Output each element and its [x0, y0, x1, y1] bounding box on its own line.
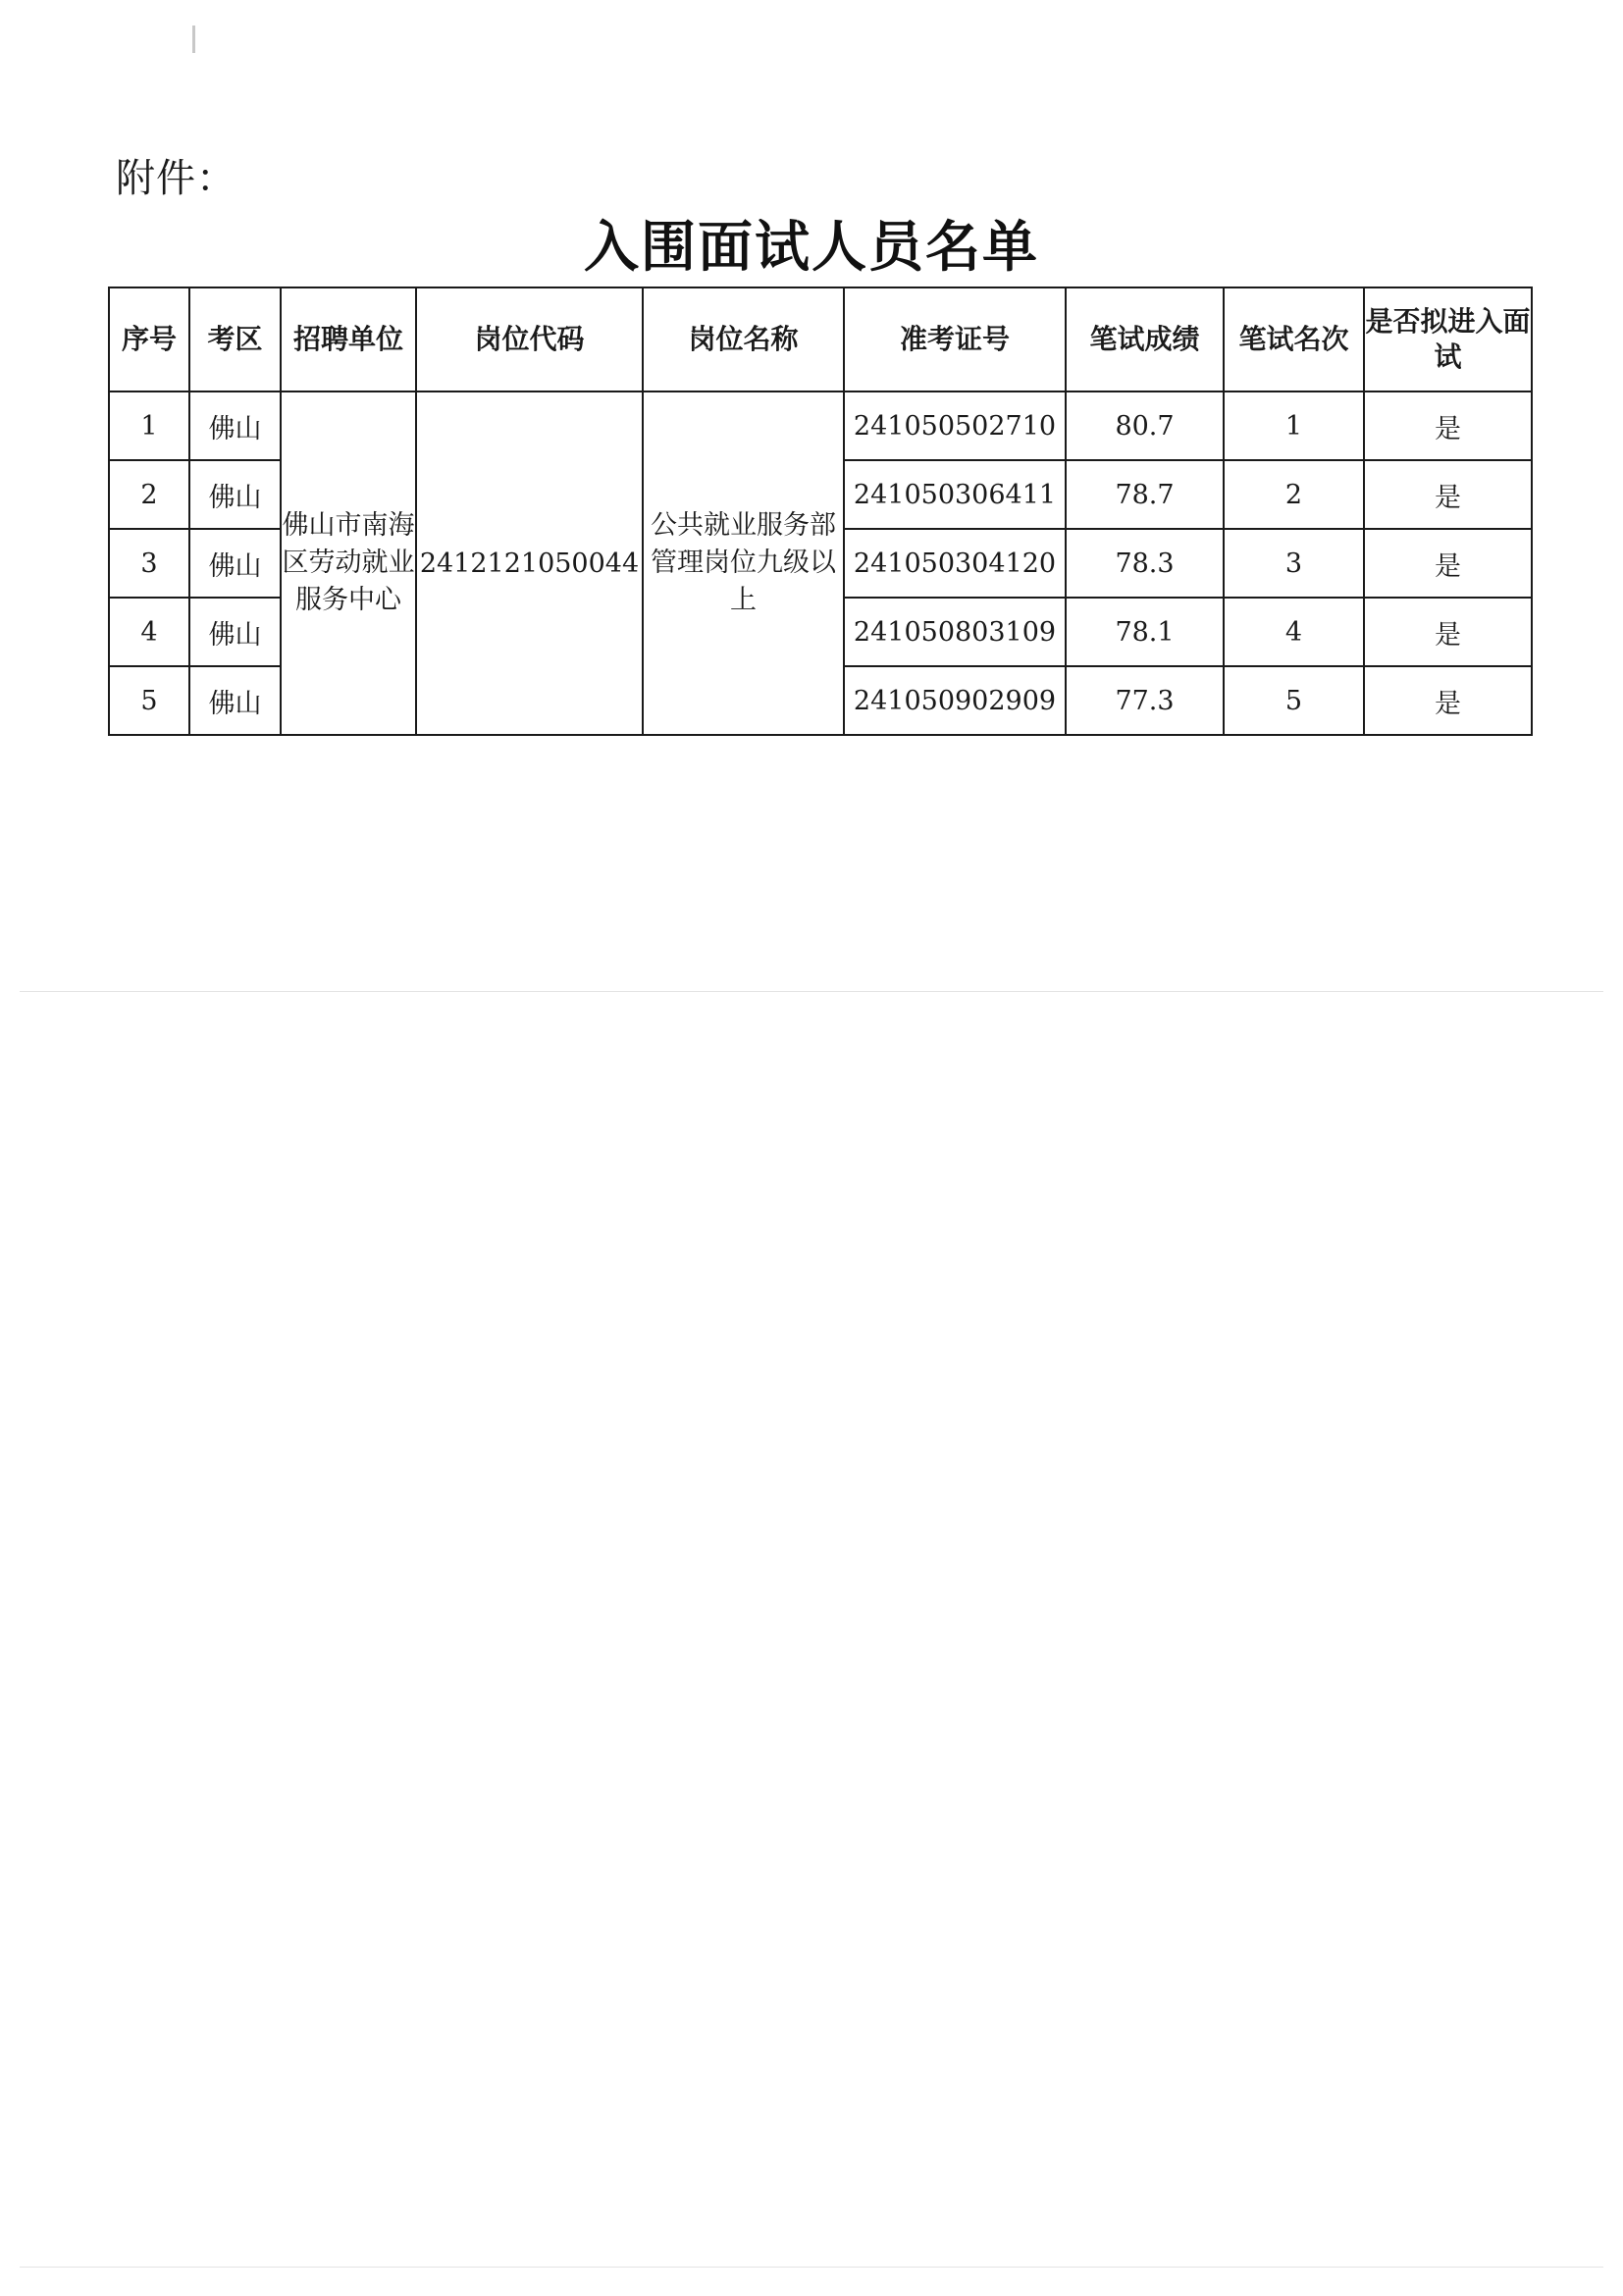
cell-interview: 是	[1364, 529, 1532, 598]
cell-written-score: 78.7	[1066, 460, 1224, 529]
cell-interview: 是	[1364, 666, 1532, 735]
scan-artifact	[192, 26, 195, 53]
cell-interview: 是	[1364, 460, 1532, 529]
cell-admission-no: 241050902909	[844, 666, 1066, 735]
cell-written-score: 78.3	[1066, 529, 1224, 598]
table-row	[109, 391, 1532, 460]
cell-seq: 3	[109, 529, 189, 598]
cell-exam-area: 佛山	[189, 598, 281, 666]
cell-written-rank: 1	[1224, 391, 1364, 460]
cell-seq: 5	[109, 666, 189, 735]
header-seq: 序号	[109, 287, 189, 391]
cell-exam-area: 佛山	[189, 460, 281, 529]
header-written-rank: 笔试名次	[1224, 287, 1364, 391]
table-header-row	[109, 287, 1532, 391]
scan-artifact-line	[20, 2267, 1603, 2268]
cell-exam-area: 佛山	[189, 666, 281, 735]
cell-exam-area: 佛山	[189, 529, 281, 598]
header-admission-no: 准考证号	[844, 287, 1066, 391]
cell-interview: 是	[1364, 391, 1532, 460]
cell-seq: 1	[109, 391, 189, 460]
cell-written-score: 77.3	[1066, 666, 1224, 735]
cell-written-rank: 3	[1224, 529, 1364, 598]
cell-seq: 4	[109, 598, 189, 666]
cell-exam-area: 佛山	[189, 391, 281, 460]
interview-roster-table	[108, 287, 1533, 736]
scan-artifact-line	[20, 991, 1603, 992]
cell-post-code: 2412121050044	[416, 391, 643, 735]
document-title: 入围面试人员名单	[584, 215, 1039, 280]
cell-written-rank: 4	[1224, 598, 1364, 666]
header-recruiting-unit: 招聘单位	[281, 287, 416, 391]
cell-admission-no: 241050304120	[844, 529, 1066, 598]
cell-post-name: 公共就业服务部管理岗位九级以上	[643, 391, 844, 735]
attachment-label: 附件：	[116, 156, 236, 201]
header-written-score: 笔试成绩	[1066, 287, 1224, 391]
cell-seq: 2	[109, 460, 189, 529]
cell-admission-no: 241050803109	[844, 598, 1066, 666]
cell-admission-no: 241050502710	[844, 391, 1066, 460]
cell-interview: 是	[1364, 598, 1532, 666]
header-post-code: 岗位代码	[416, 287, 643, 391]
cell-written-score: 78.1	[1066, 598, 1224, 666]
header-post-name: 岗位名称	[643, 287, 844, 391]
cell-recruiting-unit: 佛山市南海区劳动就业服务中心	[281, 391, 416, 735]
cell-written-rank: 5	[1224, 666, 1364, 735]
cell-admission-no: 241050306411	[844, 460, 1066, 529]
header-exam-area: 考区	[189, 287, 281, 391]
header-interview: 是否拟进入面试	[1364, 287, 1532, 391]
cell-written-score: 80.7	[1066, 391, 1224, 460]
cell-written-rank: 2	[1224, 460, 1364, 529]
